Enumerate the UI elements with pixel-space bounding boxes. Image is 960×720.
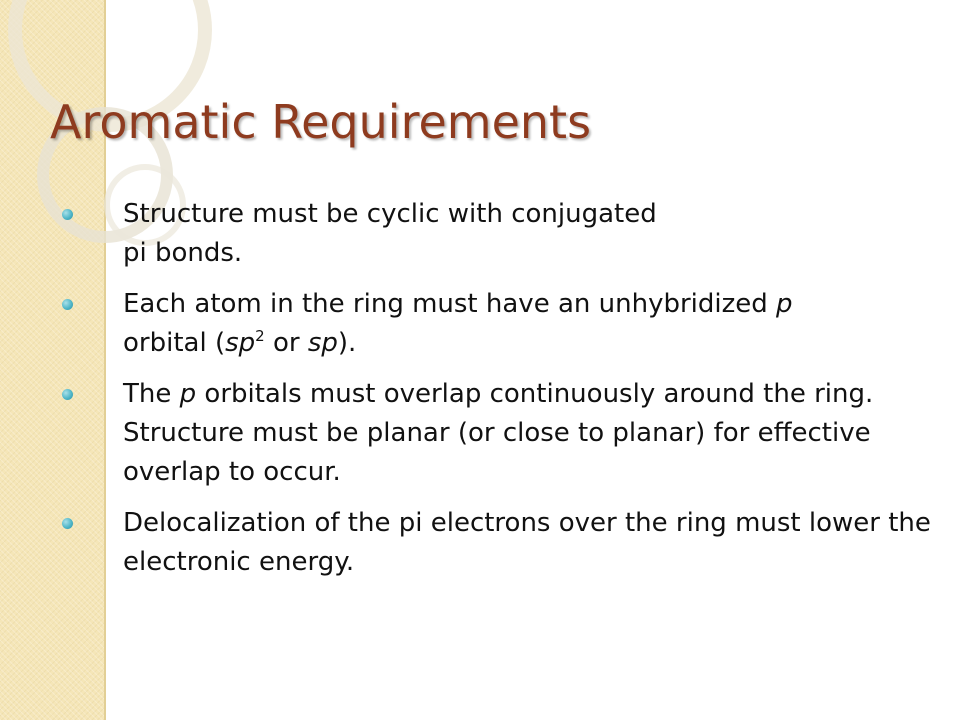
italic-term: sp [307,328,338,358]
bullet-dot-icon [62,389,73,400]
superscript: 2 [255,327,265,345]
slide-title: Aromatic Requirements [50,95,592,149]
bullet-item-overlap [60,375,940,492]
bullet-text: Delocalization of the pi electrons over the ring must lower the electronic energy. [123,508,931,577]
italic-term: p [776,289,793,319]
bullet-text: pi bonds. [123,238,243,268]
bullet-text: orbitals must overlap continuously around the ring. Structure must be planar (or close to planar) for effective overlap to occur. [123,379,874,487]
bullet-dot-icon [62,518,73,529]
bullet-item-delocalization [60,504,940,582]
italic-term: sp [225,328,256,358]
bullet-text: Each atom in the ring must have an unhybridized [123,289,777,319]
italic-term: p [179,379,197,409]
bullet-text: The [123,379,180,409]
bullet-item-cyclic [60,195,940,273]
bullet-dot-icon [62,299,73,310]
bullet-list [60,195,940,594]
bullet-text: ). [337,328,357,358]
bullet-text: orbital ( [123,328,226,358]
bullet-text: Structure must be cyclic with conjugated [123,199,657,229]
bullet-item-unhybridized [60,285,940,363]
bullet-dot-icon [62,209,73,220]
bullet-text: or [264,328,308,358]
